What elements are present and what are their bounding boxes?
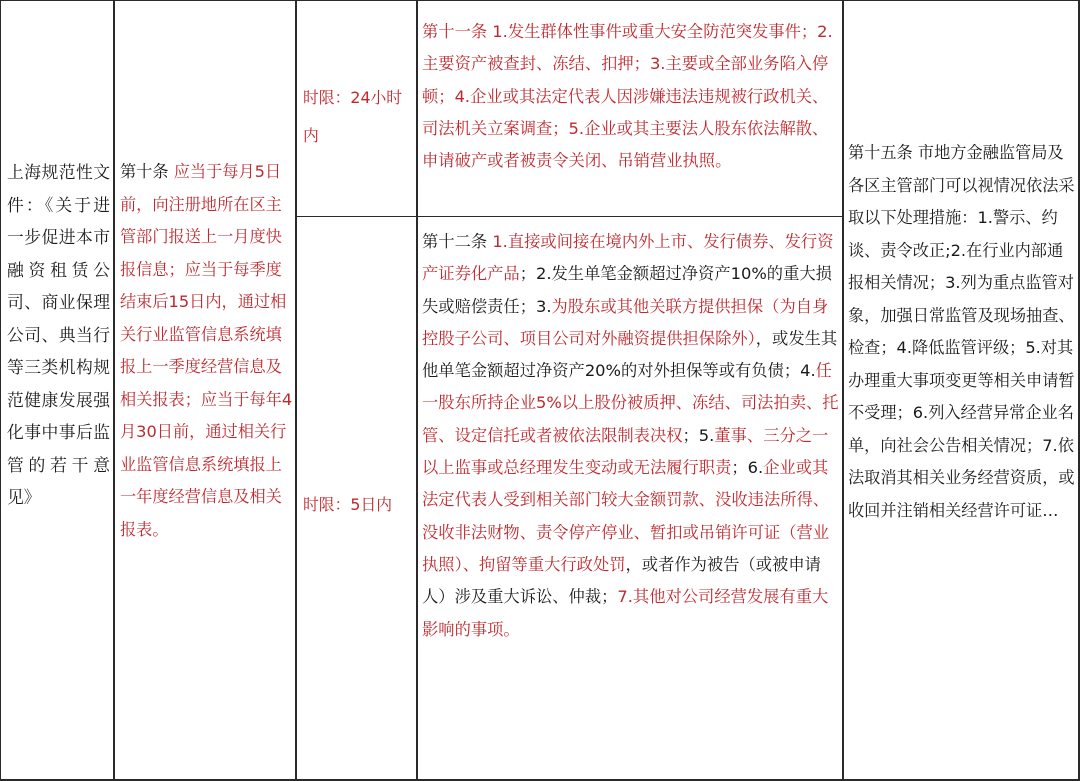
article-12-segment: 7.其他对公司经营发展有重大影响的事项。 [422,587,829,639]
row-divider [295,216,844,217]
reporting-requirement-segment: 应当于每月5日前，向注册地所在区主管部门报送上一月度快报信息；应当于每季度结束后15日内，通过相关行业监管信息系统填报上一季度经营信息及相关报表；应当于每年4月30日前，通过相关行业监管信息系统填报上一年度经营信息及相关报表。 [120,162,293,539]
reporting-requirement-segment: 第十条 [120,162,169,181]
article-11-cell [422,16,840,177]
article-12-segment: ，或发生其他单笔金额超过净资产20%的对外担保等或有负债；4. [422,328,838,381]
document-title-cell [7,156,110,514]
article-12-segment: ；5. [682,425,715,445]
deadline-24h: 时限：24小时内 [303,88,403,145]
col-divider-4 [842,0,844,781]
article-15-cell [848,137,1078,527]
deadline-24h-cell [303,79,415,155]
article-11-segment: 第十一条 1.发生群体性事件或重大安全防范突发事件；2.主要资产被查封、冻结、扣押；3.主要或全部业务陷入停顿；4.企业或其法定代表人因涉嫌违法违规被行政机关、司法机关立案调查；5.企业或其主要法人股东依法解散、申请破产或者被责令关闭、吊销营业执照。 [422,22,833,171]
col-divider-1 [113,0,115,781]
table-top-border [0,0,1080,1]
article-12-segment: 董事、三分之一以上监事或总经理发生变动或无法履行职责 [422,425,829,478]
article-12-segment: ，或者作为被告（或被申请人）涉及重大诉讼、仲裁； [422,554,821,607]
deadline-5d-cell [303,489,415,522]
article-12-segment: ；2.发生单笔金额超过净资产10%的重大损失或赔偿责任；3. [422,264,832,316]
article-12-segment: 1.直接或间接在境内外上市、发行债券、发行资产证券化产品 [422,232,834,284]
article-12-segment: 为股东或其他关联方提供担保（为自身控股子公司、项目公司对外融资提供担保除外） [422,296,829,348]
article-15-text: 第十五条 市地方金融监管局及各区主管部门可以视情况依法采取以下处理措施：1.警示、约谈、责令改正;2.在行业内部通报相关情况；3.列为重点监管对象，加强日常监管及现场抽查、检查；4.降低监管评级；5.对其办理重大事项变更等相关申请暂不受理；6.列入经营异常企业名单，向社会公告相关情况；7.依法取消其相关业务经营资质，或收回并注销相关经营许可证… [848,143,1075,520]
document-title: 上海规范性文件：《关于进一步促进本市融资租赁公司、商业保理公司、典当行等三类机构规范健康发展强化事中事后监管的若干意见》 [7,162,110,507]
article-12-segment: 企业或其法定代表人受到相关部门较大金额罚款、没收违法所得、没收非法财物、责令停产停业、暂扣或吊销许可证（营业执照）、拘留等重大行政处罚 [422,458,830,574]
article-12-segment: 任一股东所持企业5%以上股份被质押、冻结、司法拍卖、托管、设定信托或者被依法限制表决权 [422,361,839,445]
article-12-cell [422,226,840,646]
col-divider-3 [416,0,418,781]
reporting-requirement-cell [120,156,294,546]
deadline-5d: 时限：5日内 [303,495,393,514]
table-left-border [0,0,1,781]
col-divider-2 [295,0,297,781]
article-12-segment: ；6. [731,458,764,478]
article-12-segment: 第十二条 [422,232,493,251]
